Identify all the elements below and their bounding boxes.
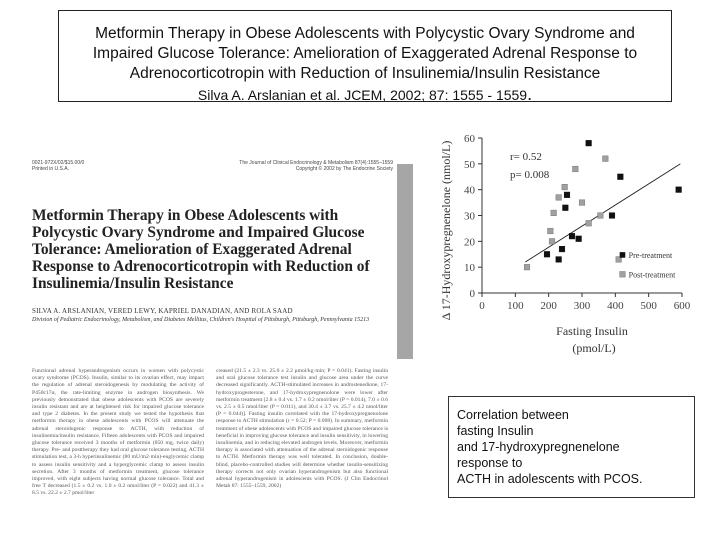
post-treatment-point: [562, 184, 568, 190]
x-axis-label: Fasting Insulin: [556, 324, 628, 338]
post-treatment-point: [579, 200, 585, 206]
post-treatment-point: [556, 195, 562, 201]
citation: Silva A. Arslanian et al. JCEM, 2002; 87: 1555 - 1559.: [197, 84, 533, 104]
pre-treatment-point: [559, 246, 565, 252]
post-treatment-point: [548, 228, 554, 234]
pre-treatment-point: [563, 205, 569, 211]
legend-marker-pre: [620, 252, 626, 258]
paper-affiliation: Division of Pediatric Endocrinology, Metabolism, and Diabetes Mellitus, Children's Hospital of Pittsburgh, Pittsburgh, Pennsylvania 15213: [32, 317, 370, 323]
legend-label-pre: Pre-treatment: [628, 251, 673, 261]
post-treatment-point: [524, 264, 530, 270]
y-tick-label: 50: [464, 158, 475, 171]
legend-label-post: Post-treatment: [628, 270, 676, 280]
x-tick-label: 100: [507, 300, 524, 312]
paper-abstract-column-2: creased (21.5 ± 2.3 vs. 25.0 ± 2.2 μmol/kg·min; P = 0.041). Fasting insulin and oral glucose tolerance test insulin and glucose area under the curve decreased significantly. ACTH-stimulated increases in androstenedione, 17-hydroxyprogesterone, and 17-hydroxypregnenolone were lower after metformin treatment (2.8 ± 0.4 vs. 1.7 ± 0.2 nmol/liter (P = 0.014), 7.0 ± 0.6 vs. 2.5 ± 0.5 nmol/liter (P = 0.011), and 30.4 ± 3.7 vs. 25.7 ± 4.2 nmol/liter (P = 0.044)]. Fasting insulin correlated with the 17-hydroxypregnenolone response to ACTH stimulation (r = 0.52; P = 0.008). In summary, metformin treatment of obese adolescents with PCOS and impaired glucose tolerance is beneficial in improving glucose tolerance and insulin sensitivity, in lowering insulinemia, and in reducing elevated androgen levels. Moreover, metformin therapy is associated with attenuation of the adrenal steroidogenic response to ACTH. Metformin therapy was well tolerated. In conclusion, double-blind, placebo-controlled studies will determine whether insulin-sensitizing therapy corrects not only ovarian hyperandrogenism but also functional adrenal hyperandrogenism in adolescents with PCOS. (J Clin Endocrinol Metab 87: 1555–1559, 2002): [216, 368, 388, 490]
slide-title-line-1: Metformin Therapy in Obese Adolescents with Polycystic Ovary Syndrome and: [95, 25, 635, 42]
paper-authors: SILVA A. ARSLANIAN, VERED LEWY, KAPRIEL DANADIAN, AND ROLA SAAD: [32, 307, 293, 315]
pre-treatment-point: [569, 233, 575, 239]
post-treatment-point: [598, 213, 604, 219]
pre-treatment-point: [618, 174, 624, 180]
x-tick-label: 600: [673, 300, 691, 312]
post-treatment-point: [573, 166, 579, 172]
correlation-r: r= 0.52: [510, 150, 542, 163]
caption-line-4: response to: [457, 456, 523, 470]
pre-treatment-point: [544, 251, 550, 257]
x-tick-label: 300: [573, 300, 591, 312]
post-treatment-point: [551, 210, 557, 216]
caption-line-1: Correlation between: [457, 408, 569, 422]
post-treatment-point: [603, 156, 609, 162]
x-tick-label: 500: [640, 300, 657, 312]
slide-title-line-2: Impaired Glucose Tolerance: Amelioration of Exaggerated Adrenal Response to: [92, 45, 638, 62]
chart-ticks: [464, 133, 691, 312]
paper-first-page: [28, 160, 393, 540]
x-tick-label: 400: [607, 300, 624, 312]
slide-title-line-3: Adrenocorticotropin with Reduction of Insulinemia/Insulin Resistance: [129, 65, 601, 82]
y-axis-label: Δ 17-Hydroxypregnenelone (nmol/L): [439, 140, 453, 321]
pre-treatment-point: [676, 187, 682, 193]
paper-meta-right: The Journal of Clinical Endocrinology & Metabolism 87(4):1555–1559 Copyright © 2002 by The Endocrine Society: [239, 160, 393, 172]
y-tick-label: 40: [464, 184, 475, 197]
y-tick-label: 20: [464, 236, 475, 249]
post-treatment-point: [586, 220, 592, 226]
caption-line-2: fasting Insulin: [457, 424, 534, 438]
pre-treatment-point: [556, 257, 562, 263]
correlation-p: p= 0.008: [510, 169, 550, 182]
caption-line-5: ACTH in adolescents with PCOS.: [457, 472, 643, 486]
legend-marker-post: [620, 272, 626, 278]
x-tick-label: 200: [540, 300, 557, 312]
x-tick-label: 0: [479, 300, 485, 312]
caption-box: [448, 396, 695, 498]
x-axis-unit: (pmol/L): [572, 341, 616, 355]
paper-abstract-column-1: Functional adrenal hyperandrogenism occurs in women with polycystic ovary syndrome (PCOS). Insulin, similar to its ovarian effect, may impact the regulation of adrenal steroidogenesis by modulating the activity of P450c17α, the rate-limiting enzyme in androgen biosynthesis. We previously demonstrated that obese adolescents with PCOS are severely insulin resistant and are at heightened risk for impaired glucose tolerance and type 2 diabetes. In the present study we tested the hypothesis that metformin therapy in obese adolescents with PCOS will attenuate the adrenal steroidogenic response to ACTH, with reduction of insulinemia/insulin resistance. Fifteen adolescents with PCOS and impaired glucose tolerance received 3 months of metformin (850 mg, twice daily) therapy. Pre- and posttherapy they had oral glucose tolerance testing, ACTH stimulation test, a 3-h hyperinsulinemic (80 mU/m2·min)-euglycemic clamp to assess insulin sensitivity and a hyperglycemic clamp to assess insulin secretion. After 3 months of metformin treatment, glucose tolerance improved, with eight subjects having normal glucose tolerance. Total and free T decreased (1.5 ± 0.2 vs. 1.0 ± 0.2 nmol/liter (P = 0.022) and 41.3 ± 8.5 vs. 22.2 ± 2.7 pmol/liter: [32, 368, 204, 497]
paper-meta-left: 0021-972X/02/$15.00/0 Printed in U.S.A.: [32, 160, 85, 172]
scatter-chart: [430, 128, 700, 373]
y-tick-label: 10: [464, 262, 475, 275]
y-tick-label: 30: [464, 210, 475, 223]
slide-title-box: [58, 10, 672, 102]
pre-treatment-point: [564, 192, 570, 198]
y-tick-label: 0: [469, 288, 475, 300]
pre-treatment-point: [576, 236, 582, 242]
post-treatment-point: [549, 239, 555, 245]
pre-treatment-point: [586, 140, 592, 146]
caption-line-3: and 17-hydroxypregnenelone: [457, 440, 620, 454]
y-tick-label: 60: [464, 133, 475, 145]
pre-treatment-point: [609, 213, 615, 219]
paper-title: Metformin Therapy in Obese Adolescents with Polycystic Ovary Syndrome and Impaired Glucose Tolerance: Amelioration of Exaggerated Adrenal Response to Adrenocorticotropin with Reduction of Insulinemia/Insulin Resistance: [32, 207, 370, 292]
grey-divider-bar: [397, 164, 413, 359]
